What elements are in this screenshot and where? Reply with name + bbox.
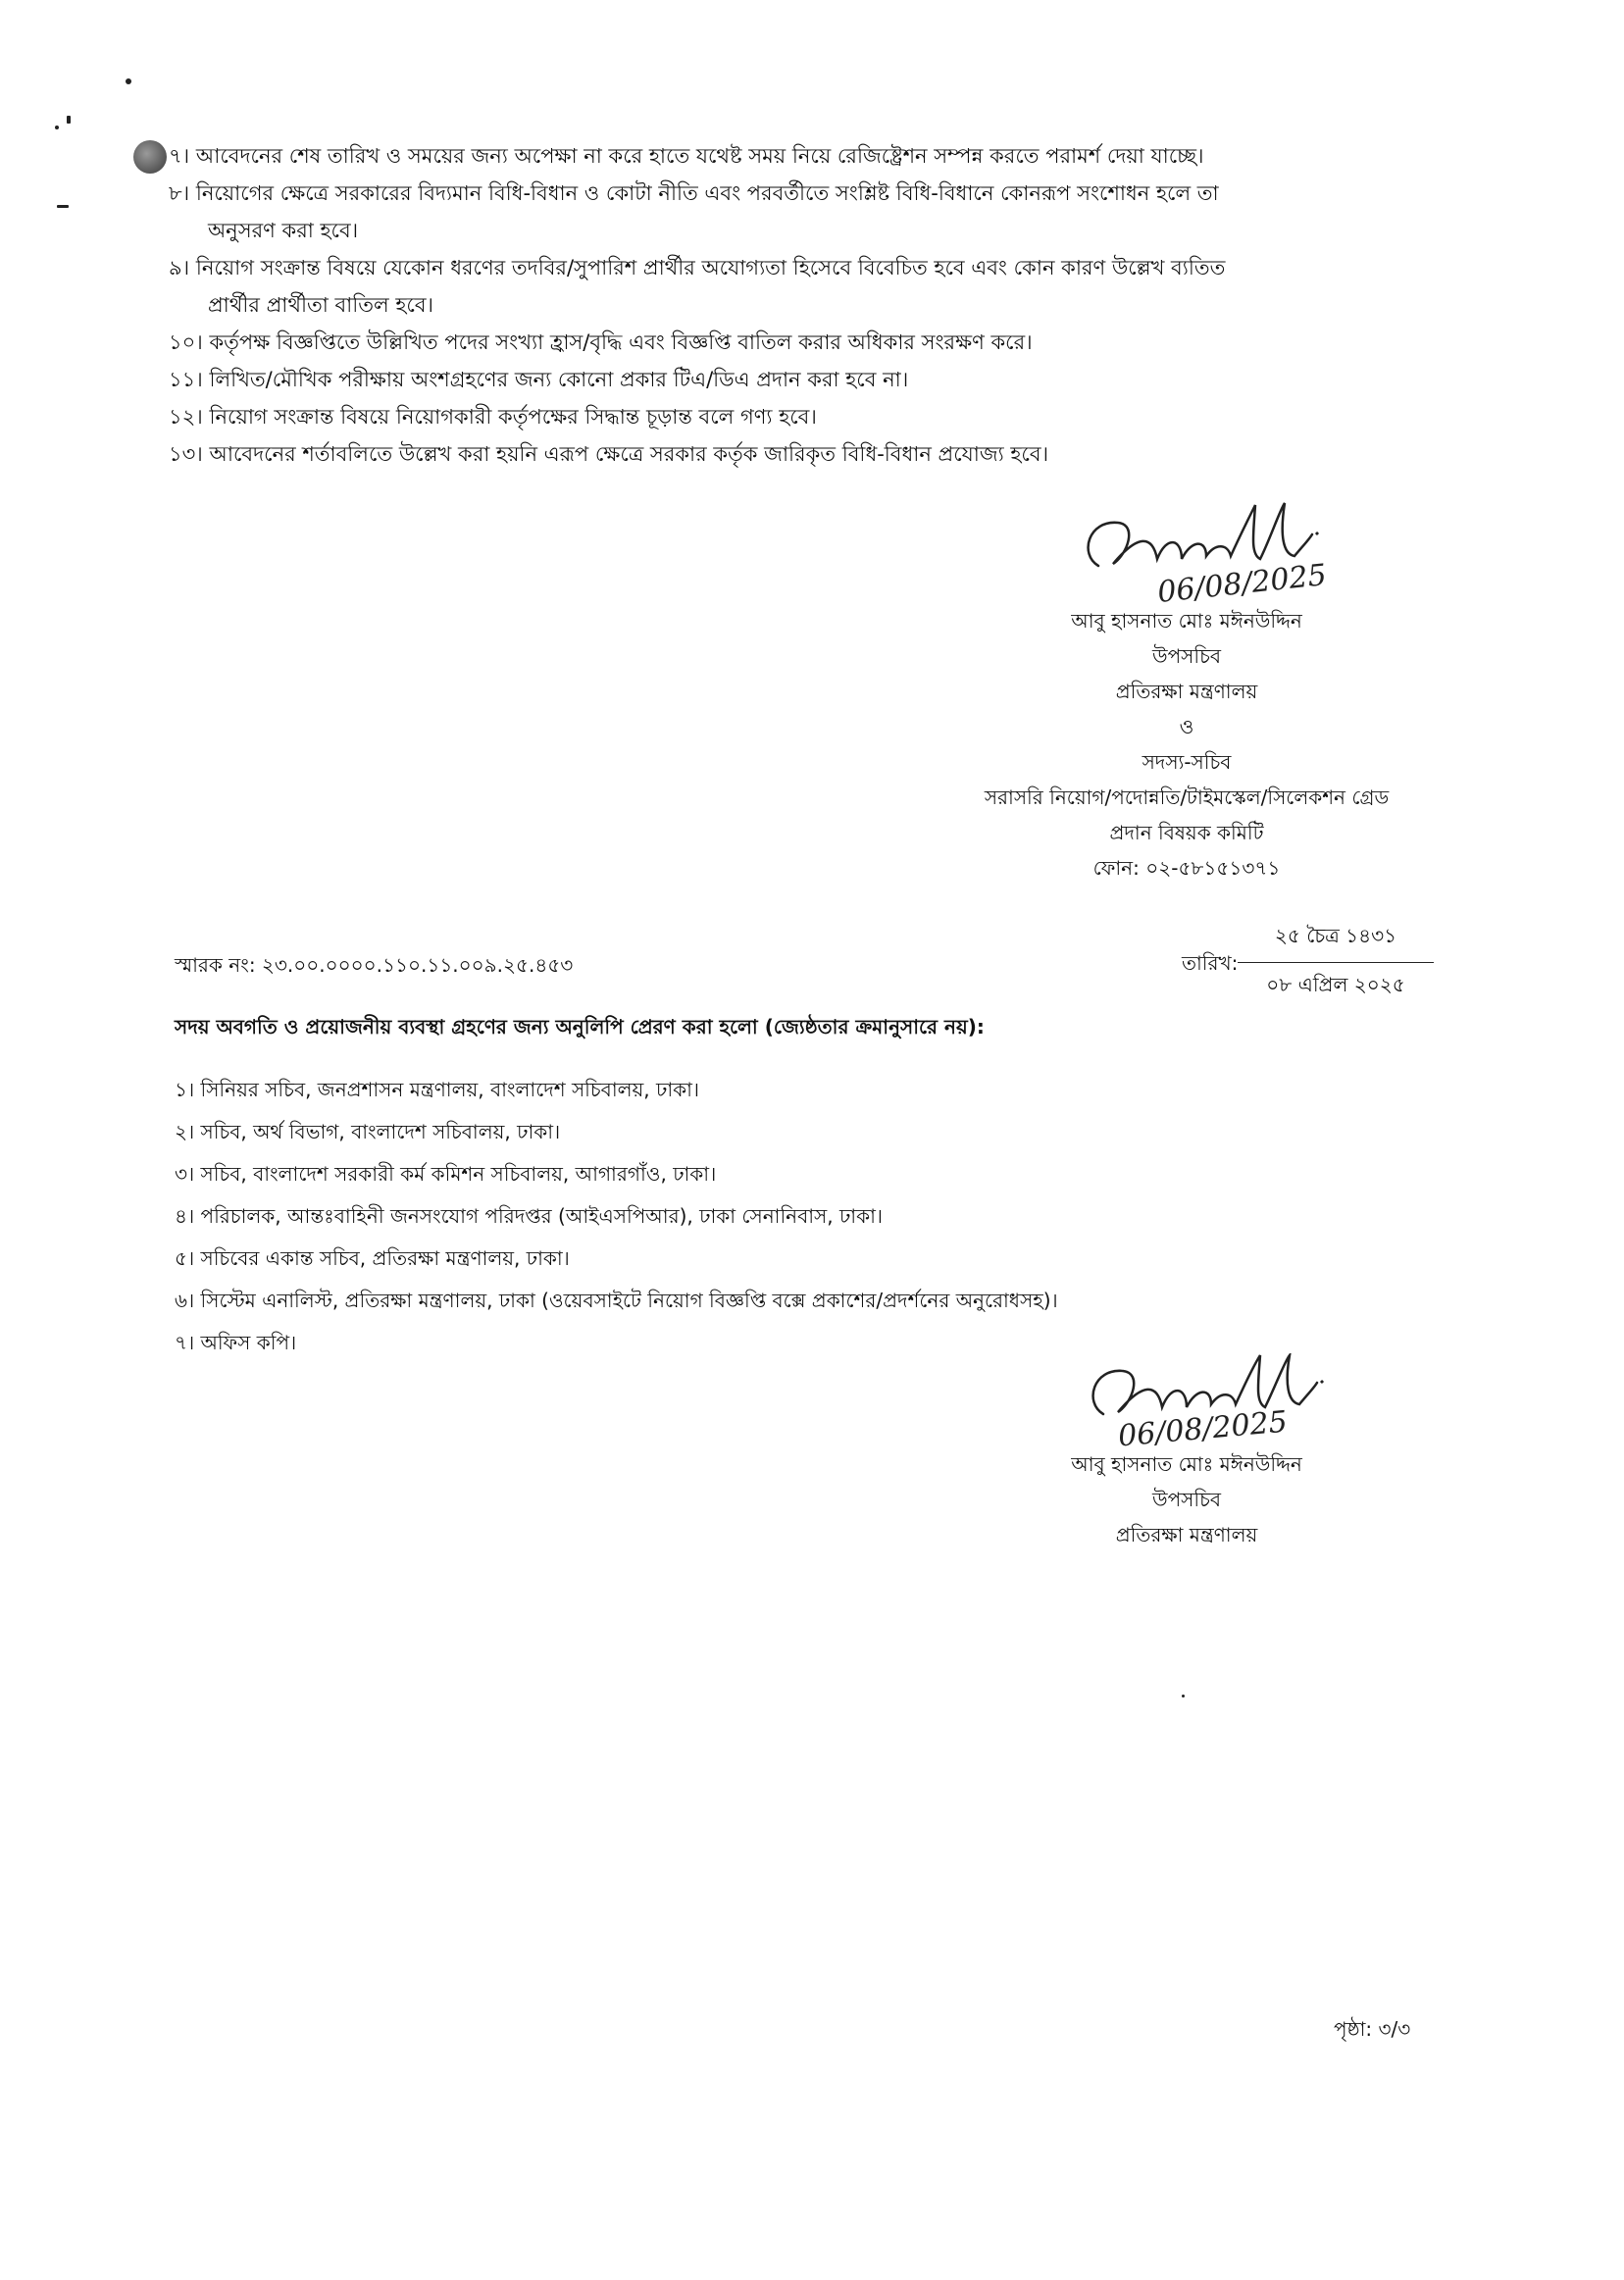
condition-item: ১১। লিখিত/মৌখিক পরীক্ষায় অংশগ্রহণের জন্য কোনো প্রকার টিএ/ডিএ প্রদান করা হবে না।	[169, 368, 909, 391]
scan-speck	[55, 126, 59, 129]
signatory-2-block	[843, 1446, 1530, 1552]
cc-item: ৬। সিস্টেম এনালিস্ট, প্রতিরক্ষা মন্ত্রণালয়, ঢাকা (ওয়েবসাইটে নিয়োগ বিজ্ঞপ্তি বক্সে প্রকাশের/প্রদর্শনের অনুরোধসহ)।	[175, 1289, 1058, 1312]
phone-number: ফোন: ০২-৫৮১৫১৩৭১	[1092, 856, 1281, 880]
signatory-office: প্রতিরক্ষা মন্ত্রণালয়	[1115, 680, 1258, 703]
signatory-designation: উপসচিব	[1151, 1488, 1221, 1511]
committee-line-2: প্রদান বিষয়ক কমিটি	[1109, 821, 1264, 844]
signatory-1-block	[843, 603, 1530, 886]
signatory-name: আবু হাসনাত মোঃ মঈনউদ্দিন	[1071, 609, 1302, 633]
condition-item: ৭। আবেদনের শেষ তারিখ ও সময়ের জন্য অপেক্ষা না করে হাতে যথেষ্ট সময় নিয়ে রেজিষ্ট্রেশন সম্পন্ন করতে পরামর্শ দেয়া যাচ্ছে।	[169, 144, 1204, 168]
cc-item: ৩। সচিব, বাংলাদেশ সরকারী কর্ম কমিশন সচিবালয়, আগারগাঁও, ঢাকা।	[175, 1162, 717, 1186]
conditions-list	[169, 137, 1473, 473]
signature-2-date: 06/08/2025	[1116, 1404, 1290, 1454]
signatory-designation: উপসচিব	[1151, 644, 1221, 668]
condition-item: ৯। নিয়োগ সংক্রান্ত বিষয়ে যেকোন ধরণের তদবির/সুপারিশ প্রার্থীর অযোগ্যতা হিসেবে বিবেচিত হবে এবং কোন কারণ উল্লেখ ব্যতিত প্রার্থীর প্রার্থীতা বাতিল হবে।	[169, 256, 1226, 317]
scan-speck	[1182, 1695, 1185, 1697]
signatory-name: আবু হাসনাত মোঃ মঈনউদ্দিন	[1071, 1452, 1302, 1476]
memo-number: স্মারক নং: ২৩.০০.০০০০.১১০.১১.০০৯.২৫.৪৫৩	[175, 953, 574, 977]
signatory-role: সদস্য-সচিব	[1142, 750, 1232, 774]
cc-item: ১। সিনিয়র সচিব, জনপ্রশাসন মন্ত্রণালয়, বাংলাদেশ সচিবালয়, ঢাকা।	[175, 1078, 700, 1101]
signature-2	[1064, 1353, 1397, 1461]
cc-item: ২। সচিব, অর্থ বিভাগ, বাংলাদেশ সচিবালয়, ঢাকা।	[175, 1120, 561, 1143]
cc-item: ৭। অফিস কপি।	[175, 1331, 297, 1354]
date-label: তারিখ:	[1182, 951, 1239, 975]
date-box	[1238, 922, 1434, 1003]
cc-list	[175, 1069, 1058, 1364]
condition-item: ১৩। আবেদনের শর্তাবলিতে উল্লেখ করা হয়নি এরূপ ক্ষেত্রে সরকার কর্তৃক জারিকৃত বিধি-বিধান প্রযোজ্য হবে।	[169, 442, 1049, 466]
condition-item: ১২। নিয়োগ সংক্রান্ত বিষয়ে নিয়োগকারী কর্তৃপক্ষের সিদ্ধান্ত চূড়ান্ত বলে গণ্য হবে।	[169, 405, 817, 429]
scan-speck	[57, 205, 69, 208]
cc-item: ৫। সচিবের একান্ত সচিব, প্রতিরক্ষা মন্ত্রণালয়, ঢাকা।	[175, 1246, 570, 1270]
signature-1-date: 06/08/2025	[1155, 558, 1329, 610]
committee-line-1: সরাসরি নিয়োগ/পদোন্নতি/টাইমস্কেল/সিলেকশন গ্রেড	[984, 785, 1390, 809]
condition-item: ৮। নিয়োগের ক্ষেত্রে সরকারের বিদ্যমান বিধি-বিধান ও কোটা নীতি এবং পরবর্তীতে সংশ্লিষ্ট বিধি-বিধানে কোনরূপ সংশোধন হলে তা অনুসরণ করা হবে।	[169, 181, 1219, 242]
conjunction: ও	[1179, 715, 1194, 738]
condition-item: ১০। কর্তৃপক্ষ বিজ্ঞপ্তিতে উল্লিখিত পদের সংখ্যা হ্রাস/বৃদ্ধি এবং বিজ্ঞপ্তি বাতিল করার অধিকার সংরক্ষণ করে।	[169, 330, 1033, 354]
scan-speck	[67, 116, 71, 124]
scan-speck	[126, 78, 131, 84]
date-english: ০৮ এপ্রিল ২০২৫	[1266, 973, 1405, 996]
cc-heading: সদয় অবগতি ও প্রয়োজনীয় ব্যবস্থা গ্রহণের জন্য অনুলিপি প্রেরণ করা হলো (জ্যেষ্ঠতার ক্রমানুসারে নয়):	[175, 1015, 985, 1039]
punch-hole-mark	[133, 140, 167, 174]
page-number: পৃষ্ঠা: ৩/৩	[1334, 2017, 1411, 2041]
cc-item: ৪। পরিচালক, আন্তঃবাহিনী জনসংযোগ পরিদপ্তর (আইএসপিআর), ঢাকা সেনানিবাস, ঢাকা।	[175, 1204, 884, 1228]
signatory-office: প্রতিরক্ষা মন্ত্রণালয়	[1115, 1523, 1258, 1546]
date-bangla: ২৫ চৈত্র ১৪৩১	[1238, 922, 1434, 963]
